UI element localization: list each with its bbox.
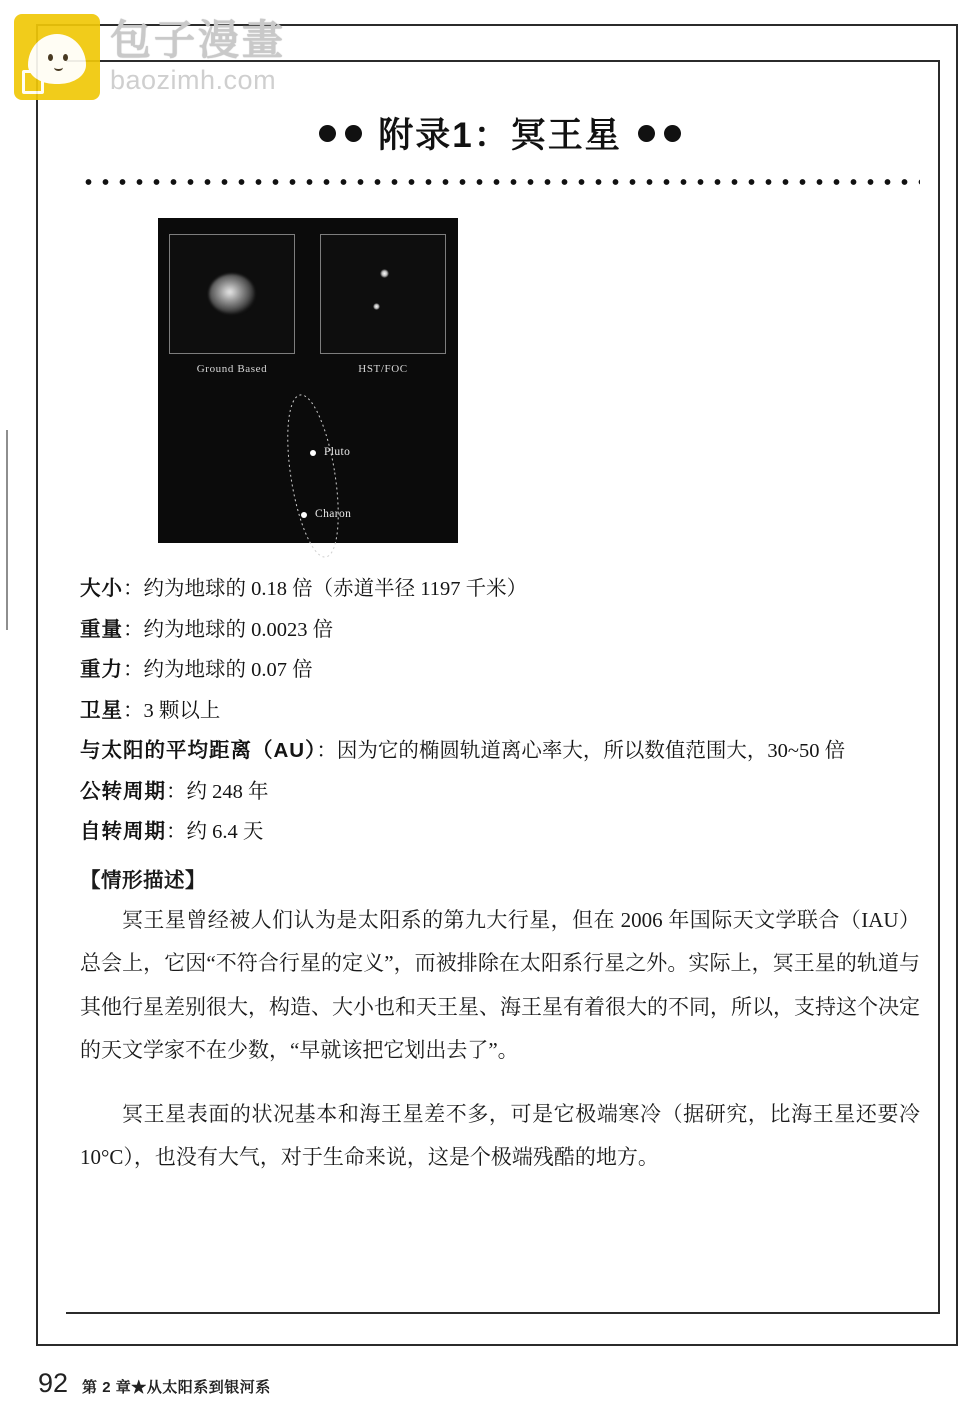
- page-title: 附录1：冥王星: [378, 116, 622, 155]
- spec-separator: ：: [123, 578, 144, 600]
- spec-separator: ：: [316, 740, 337, 763]
- panel-label-ground-based: Ground Based: [196, 363, 268, 375]
- spec-key: 卫星: [80, 698, 123, 722]
- two-dots-icon-right: [638, 125, 681, 142]
- spec-row: [80, 772, 920, 813]
- spec-value: 约 248 年: [186, 780, 269, 803]
- figure-wrapper: [80, 218, 920, 543]
- pluto-charon-figure: [158, 218, 458, 543]
- page-number: 92: [38, 1368, 69, 1398]
- spec-key: 重量: [80, 617, 123, 641]
- panel-label-hst-foc: HST/FOC: [358, 363, 408, 375]
- spec-key: 与太阳的平均距离（AU）: [80, 739, 317, 763]
- spec-key: 重力: [80, 658, 123, 682]
- section-heading: 【情形描述】: [80, 869, 206, 893]
- spec-row: [80, 610, 920, 651]
- spec-separator: ：: [123, 659, 144, 682]
- dotted-rule-icon: [80, 176, 920, 188]
- spec-value: 约为地球的 0.0023 倍: [143, 618, 334, 641]
- spec-row: [80, 691, 920, 732]
- spec-value: 因为它的椭圆轨道离心率大，所以数值范围大，30~50 倍: [336, 740, 846, 763]
- figure-dot-charon: [301, 512, 307, 518]
- footer-chapter-label: 第 2 章★从太阳系到银河系: [82, 1379, 271, 1396]
- watermark-subtitle: baozimh.com: [110, 65, 277, 95]
- figure-label-pluto: Pluto: [324, 446, 351, 458]
- spec-value: 约 6.4 天: [186, 821, 264, 844]
- two-dots-icon-left: [319, 125, 362, 142]
- body-paragraph: 冥王星曾经被人们认为是太阳系的第九大行星，但在 2006 年国际天文学联合（IAU）总会上，它因“不符合行星的定义”，而被排除在太阳系行星之外。实际上，冥王星的轨道与其他行星差别很大，构造、大小也和天王星、海王星有着很大的不同，所以，支持这个决定的天文学家不在少数，“早就该把它划出去了”。: [80, 908, 920, 1062]
- body-paragraph: 冥王星表面的状况基本和海王星差不多，可是它极端寒冷（据研究，比海王星还要冷 10°C），也没有大气，对于生命来说，这是个极端残酷的地方。: [80, 1102, 920, 1170]
- spec-list: [80, 569, 920, 853]
- spec-separator: ：: [123, 699, 144, 722]
- page-left-edge-mark: [6, 430, 8, 630]
- page-title-row: [80, 108, 920, 158]
- spec-value: 3 颗以上: [143, 699, 221, 722]
- spec-value: 约为地球的 0.18 倍（赤道半径 1197 千米）: [143, 578, 528, 600]
- spec-separator: ：: [166, 821, 187, 844]
- spec-row: [80, 731, 920, 772]
- figure-label-charon: Charon: [315, 508, 352, 520]
- figure-dot-pluto: [310, 450, 316, 456]
- spec-separator: ：: [166, 780, 187, 803]
- spec-key: 大小: [80, 577, 123, 600]
- spec-separator: ：: [123, 618, 144, 641]
- spec-row: [80, 569, 920, 610]
- page-footer: [38, 1368, 271, 1399]
- spec-row: [80, 650, 920, 691]
- page-content: [80, 92, 920, 1201]
- spec-key: 自转周期: [80, 820, 166, 844]
- orbit-ellipse-icon: [158, 218, 458, 543]
- spec-row: [80, 812, 920, 853]
- watermark-title: 包子漫畫: [110, 17, 286, 63]
- spec-key: 公转周期: [80, 779, 166, 803]
- spec-value: 约为地球的 0.07 倍: [143, 659, 313, 682]
